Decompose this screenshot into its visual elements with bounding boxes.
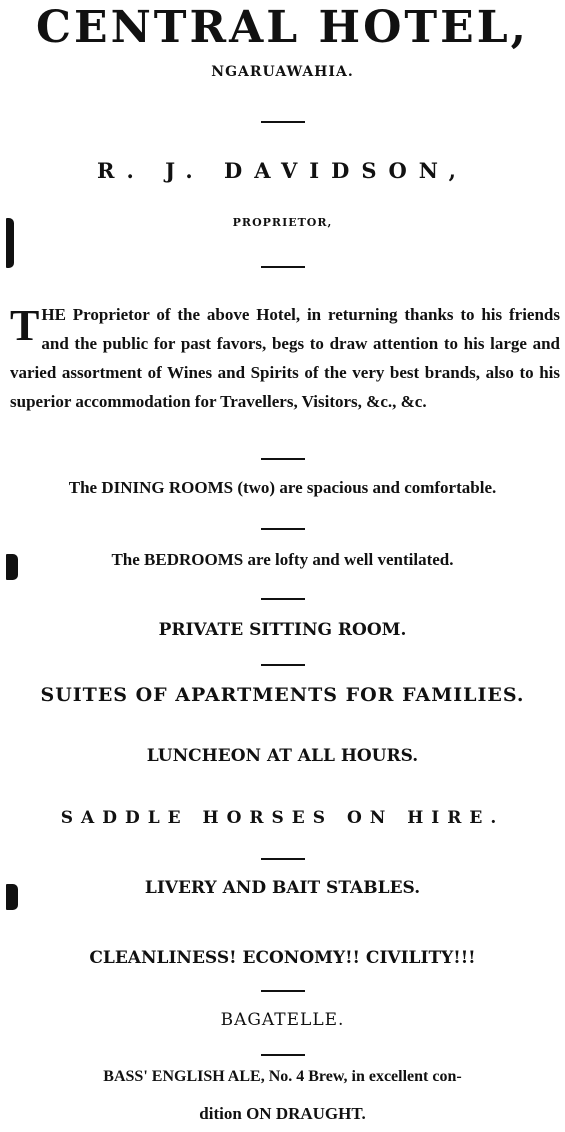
- proprietor-name: R. J. DAVIDSON,: [97, 158, 468, 183]
- proprietor-title: PROPRIETOR,: [232, 216, 333, 229]
- divider-rule: [261, 458, 305, 460]
- ale-line-1: BASS' ENGLISH ALE, No. 4 Brew, in excellent con-: [103, 1068, 462, 1085]
- print-blot: [6, 218, 14, 268]
- divider-rule: [261, 528, 305, 530]
- hotel-title: CENTRAL HOTEL,: [36, 2, 529, 53]
- divider-rule: [261, 598, 305, 600]
- motto-line: CLEANLINESS! ECONOMY!! CIVILITY!!!: [89, 948, 476, 968]
- hotel-location: NGARUAWAHIA.: [211, 64, 354, 80]
- divider-rule: [261, 990, 305, 992]
- sitting-room-line: PRIVATE SITTING ROOM.: [158, 620, 407, 640]
- divider-rule: [261, 1054, 305, 1056]
- intro-first-line: HE Proprietor of the above Hotel, in returning thanks: [41, 305, 454, 324]
- dining-rooms-line: The DINING ROOMS (two) are spacious and comfortable.: [68, 478, 497, 497]
- saddle-horses-line: SADDLE HORSES ON HIRE.: [60, 808, 505, 828]
- livery-line: LIVERY AND BAIT STABLES.: [144, 878, 421, 898]
- divider-rule: [261, 266, 305, 268]
- intro-body: to his friends and the public for past favors, begs to draw attention to his large and varied assortment of Wines and Spirits of the very best brands, also to his superior accommodation for Travellers, Visitors, &c., &c.: [10, 305, 560, 411]
- divider-rule: [261, 858, 305, 860]
- suites-line: SUITES OF APARTMENTS FOR FAMILIES.: [40, 684, 525, 706]
- intro-paragraph: [10, 300, 560, 416]
- divider-rule: [261, 121, 305, 123]
- bedrooms-line: The BEDROOMS are lofty and well ventilated.: [111, 550, 454, 569]
- bagatelle-line: BAGATELLE.: [220, 1010, 345, 1030]
- drop-cap: T: [10, 301, 40, 350]
- ale-line-2: dition ON DRAUGHT.: [199, 1104, 366, 1123]
- divider-rule: [261, 664, 305, 666]
- luncheon-line: LUNCHEON AT ALL HOURS.: [146, 746, 419, 766]
